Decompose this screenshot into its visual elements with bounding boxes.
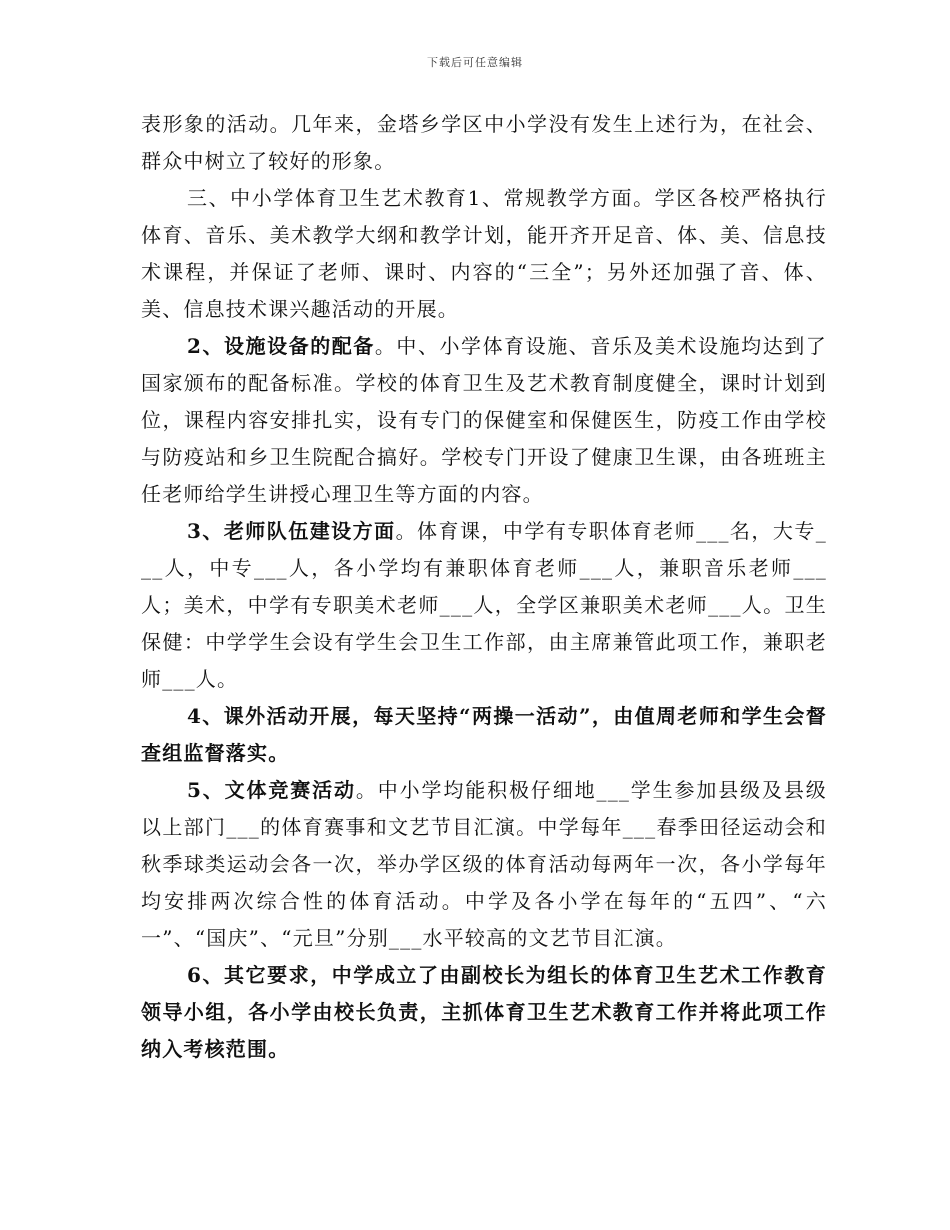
document-body: [141, 106, 827, 1068]
paragraph-competitions: [141, 772, 827, 957]
paragraph-heading: 2、设施设备的配备: [187, 334, 375, 358]
page-header-note: 下载后可任意编辑: [427, 56, 523, 69]
paragraph-facilities: [141, 328, 827, 513]
paragraph-other-requirements: [141, 957, 827, 1068]
paragraph-text: 表形象的活动。几年来，金塔乡学区中小学没有发生上述行为，在社会、群众中树立了较好的形象。: [141, 112, 827, 173]
paragraph-text: 。体育课，中学有专职体育老师___名，大专___人，中专___人，各小学均有兼职体育老师___人，兼职音乐老师___人；美术，中学有专职美术老师___人，全学区兼职美术老师___人。卫生保健：中学学生会设有学生会卫生工作部，由主席兼管此项工作，兼职老师___人。: [141, 519, 827, 691]
paragraph-text: 6、其它要求，中学成立了由副校长为组长的体育卫生艺术工作教育领导小组，各小学由校长负责，主抓体育卫生艺术教育工作并将此项工作纳入考核范围。: [141, 963, 827, 1061]
paragraph-heading: 5、文体竞赛活动: [187, 778, 356, 802]
paragraph-text: 三、中小学体育卫生艺术教育1、常规教学方面。学区各校严格执行体育、音乐、美术教学大纲和教学计划，能开齐开足音、体、美、信息技术课程，并保证了老师、课时、内容的“三全”；另外还加强了音、体、美、信息技术课兴趣活动的开展。: [141, 186, 827, 321]
paragraph-text: 。中小学均能积极仔细地___学生参加县级及县级以上部门___的体育赛事和文艺节目汇演。中学每年___春季田径运动会和秋季球类运动会各一次，举办学区级的体育活动每两年一次，各小学每年均安排两次综合性的体育活动。中学及各小学在每年的“五四”、“六一”、“国庆”、“元旦”分别___水平较高的文艺节目汇演。: [141, 778, 827, 950]
paragraph-text: 4、课外活动开展，每天坚持“两操一活动”，由值周老师和学生会督查组监督落实。: [141, 704, 827, 765]
paragraph-text: 。中、小学体育设施、音乐及美术设施均达到了国家颁布的配备标准。学校的体育卫生及艺术教育制度健全，课时计划到位，课程内容安排扎实，设有专门的保健室和保健医生，防疫工作由学校与防疫站和乡卫生院配合搞好。学校专门开设了健康卫生课，由各班班主任老师给学生讲授心理卫生等方面的内容。: [141, 334, 827, 506]
paragraph-teachers: [141, 513, 827, 698]
paragraph-section-three: [141, 180, 827, 328]
paragraph-continuation: [141, 106, 827, 180]
paragraph-activities: [141, 698, 827, 772]
paragraph-heading: 3、老师队伍建设方面: [187, 519, 396, 543]
